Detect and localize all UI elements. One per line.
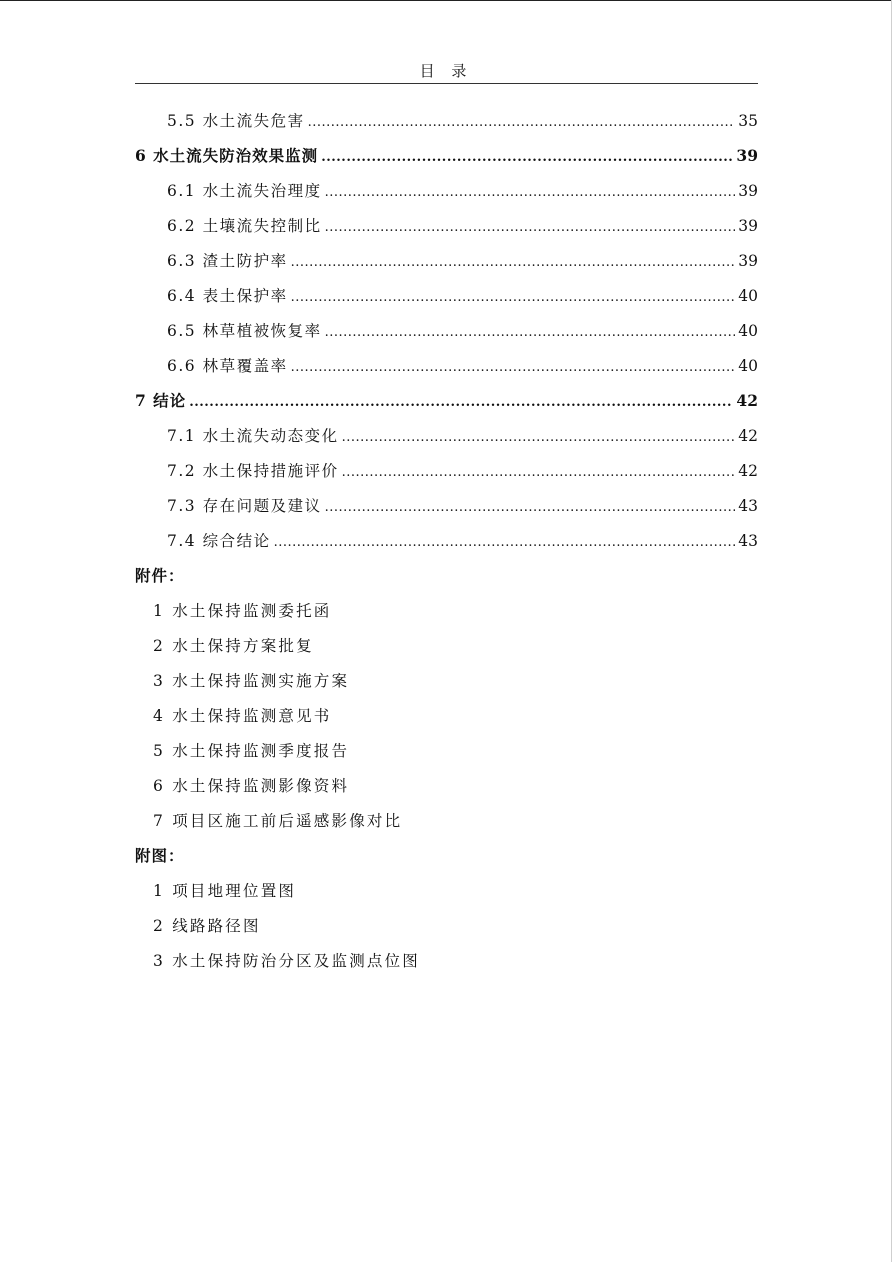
toc-dot-leader — [291, 290, 736, 305]
toc-entry-page: 40 — [738, 322, 758, 340]
toc-entry-label: 6.6 林草覆盖率 — [167, 357, 288, 375]
toc-entry-page: 39 — [738, 252, 758, 270]
toc-dot-leader — [274, 535, 736, 550]
toc-dot-leader — [325, 220, 736, 235]
toc-entry-label: 6.3 渣土防护率 — [167, 252, 288, 270]
attachment-item: 1 水土保持监测委托函 — [153, 602, 332, 620]
toc-entry-label: 7.3 存在问题及建议 — [167, 497, 322, 515]
toc-entry-label: 6.5 林草植被恢复率 — [167, 322, 322, 340]
toc-dot-leader — [321, 150, 733, 165]
header-divider — [135, 83, 758, 84]
attachment-item: 4 水土保持监测意见书 — [153, 707, 332, 725]
attachment-item: 2 水土保持方案批复 — [153, 637, 314, 655]
toc-entry-6-3[interactable] — [135, 249, 758, 284]
toc-entry-6-6[interactable] — [135, 354, 758, 389]
toc-entry-page: 40 — [738, 357, 758, 375]
toc-entry-page: 43 — [738, 497, 758, 515]
toc-entry-7[interactable] — [135, 389, 758, 424]
toc-entry-7-2[interactable] — [135, 459, 758, 494]
figure-item: 1 项目地理位置图 — [153, 882, 297, 900]
attachment-item: 5 水土保持监测季度报告 — [153, 742, 350, 760]
toc-entry-6-4[interactable] — [135, 284, 758, 319]
toc-entry-label: 5.5 水土流失危害 — [167, 112, 305, 130]
toc-entry-page: 43 — [738, 532, 758, 550]
page-top-border — [0, 0, 892, 1]
toc-dot-leader — [291, 360, 736, 375]
toc-entry-label: 7.1 水土流失动态变化 — [167, 427, 339, 445]
toc-dot-leader — [308, 115, 736, 130]
attachment-item: 6 水土保持监测影像资料 — [153, 777, 350, 795]
toc-entry-page: 40 — [738, 287, 758, 305]
toc-entry-label: 6.1 水土流失治理度 — [167, 182, 322, 200]
toc-dot-leader — [189, 395, 733, 410]
toc-entry-label: 6 水土流失防治效果监测 — [135, 146, 319, 165]
toc-entry-6-2[interactable] — [135, 214, 758, 249]
toc-dot-leader — [291, 255, 736, 270]
toc-entry-page: 39 — [738, 182, 758, 200]
toc-entry-label: 7 结论 — [135, 391, 187, 410]
toc-entry-6[interactable] — [135, 144, 758, 179]
page-title: 目 录 — [419, 62, 473, 80]
toc-entry-5-5[interactable] — [135, 109, 758, 144]
toc-entry-7-1[interactable] — [135, 424, 758, 459]
figures-heading: 附图： — [135, 846, 185, 865]
toc-entry-6-1[interactable] — [135, 179, 758, 214]
toc-entry-label: 7.2 水土保持措施评价 — [167, 462, 339, 480]
toc-entry-page: 39 — [738, 217, 758, 235]
figure-item: 2 线路路径图 — [153, 917, 261, 935]
toc-entry-page: 42 — [738, 462, 758, 480]
toc-entry-label: 6.2 土壤流失控制比 — [167, 217, 322, 235]
toc-entry-7-3[interactable] — [135, 494, 758, 529]
toc-entry-page: 35 — [738, 112, 758, 130]
toc-dot-leader — [325, 500, 736, 515]
toc-entry-page: 42 — [738, 427, 758, 445]
attachment-item: 3 水土保持监测实施方案 — [153, 672, 350, 690]
toc-entry-7-4[interactable] — [135, 529, 758, 564]
attachment-item: 7 项目区施工前后遥感影像对比 — [153, 812, 403, 830]
toc-entry-label: 7.4 综合结论 — [167, 532, 271, 550]
toc-dot-leader — [325, 325, 736, 340]
toc-entry-label: 6.4 表土保护率 — [167, 287, 288, 305]
table-of-contents — [135, 109, 758, 984]
toc-dot-leader — [325, 185, 736, 200]
toc-entry-page: 39 — [736, 146, 758, 165]
attachments-heading: 附件： — [135, 566, 185, 585]
toc-entry-6-5[interactable] — [135, 319, 758, 354]
toc-entry-page: 42 — [736, 391, 758, 410]
toc-dot-leader — [342, 465, 736, 480]
figure-item: 3 水土保持防治分区及监测点位图 — [153, 952, 420, 970]
toc-dot-leader — [342, 430, 736, 445]
